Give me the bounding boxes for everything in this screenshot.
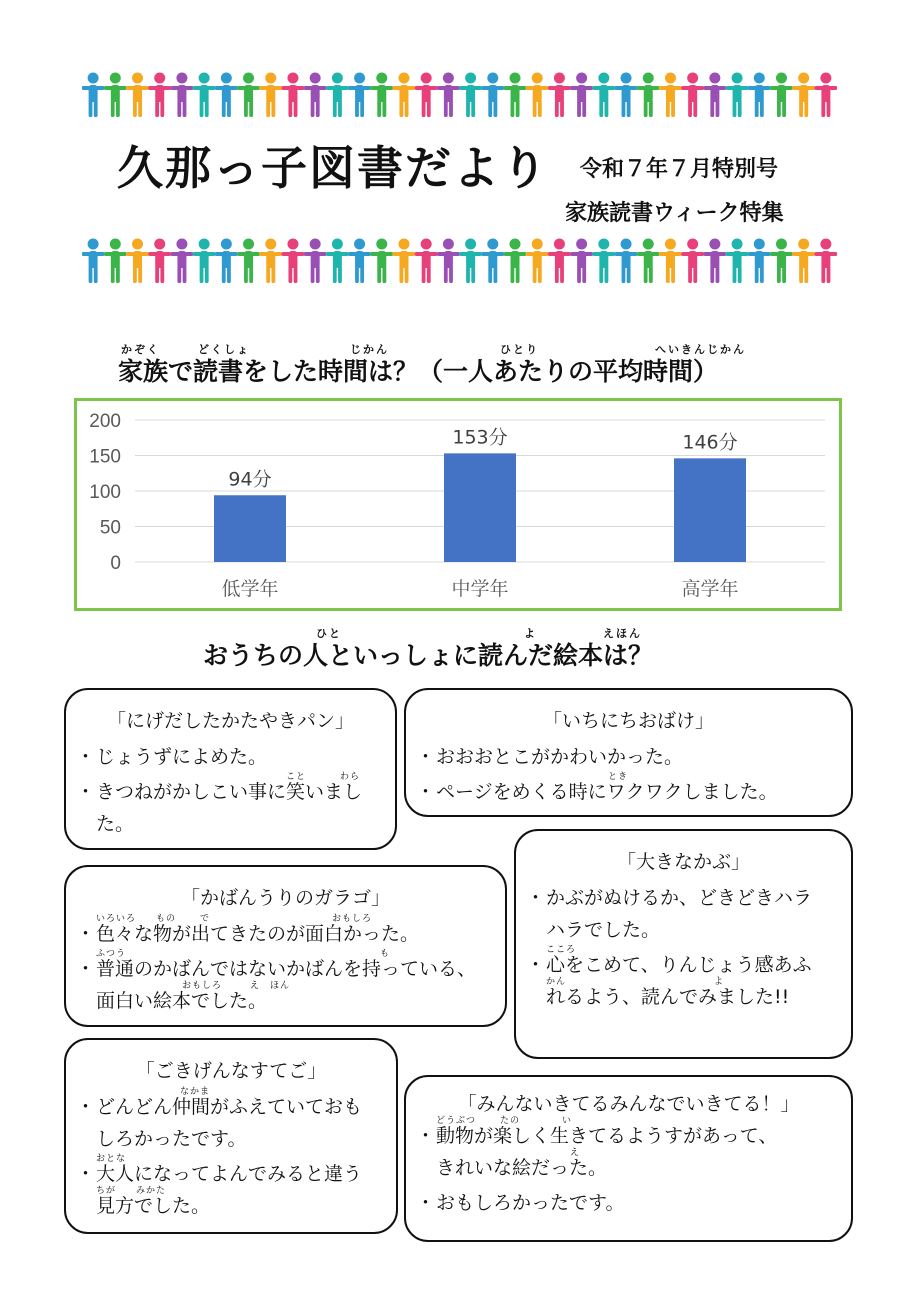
person-figure [104, 239, 127, 284]
comment-list [66, 1087, 396, 1222]
ruby-kazoku: かぞく [121, 343, 160, 356]
data-label: 94分 [228, 468, 272, 491]
person-figure [592, 73, 615, 118]
person-figure [770, 73, 793, 118]
person-figure [681, 239, 704, 284]
person-figure [281, 239, 304, 284]
person-figure [370, 239, 393, 284]
book-title: 「いちにちおばけ」 [542, 710, 714, 732]
person-figure [259, 73, 282, 118]
y-tick-label: 200 [89, 411, 121, 432]
y-tick-label: 150 [89, 446, 121, 468]
bar [214, 495, 286, 562]
person-figure [503, 239, 526, 284]
newsletter-title: 久那っ子図書だより [117, 141, 549, 195]
person-figure [326, 239, 349, 284]
person-figure [148, 73, 171, 118]
person-figure [614, 239, 637, 284]
person-figure [481, 239, 504, 284]
person-figure [637, 239, 660, 284]
person-figure [415, 73, 438, 118]
comment-list [406, 741, 851, 808]
person-figure [392, 239, 415, 284]
x-tick-label: 高学年 [681, 578, 739, 600]
person-figure [681, 73, 704, 118]
person-figure [770, 239, 793, 284]
data-label: 146分 [682, 431, 738, 454]
person-figure [792, 239, 815, 284]
book-title: 「にげだしたかたやきパン」 [106, 710, 354, 732]
chart-canvas [77, 401, 839, 608]
comment-item: ・ かぶがぬけるか、どきどきハラハラでした。 [546, 882, 829, 946]
comment-list [66, 741, 395, 840]
comment-item: ・ 心をこめて、りんじょう感あふれるよう、読んでみました!! こころ かん よ [546, 949, 829, 1013]
people-border-top [82, 72, 837, 118]
person-figure [193, 73, 216, 118]
comment-item: ・ 普通のかばんではないかばんを持っている、面白い絵本でした。 ふつう も おもしろ え ほん [96, 953, 485, 1017]
person-figure [104, 73, 127, 118]
book-title: 「大きなかぶ」 [616, 851, 750, 873]
person-figure [659, 73, 682, 118]
y-tick-label: 0 [110, 553, 121, 574]
data-label: 153分 [452, 426, 508, 449]
person-figure [437, 239, 460, 284]
comment-list [406, 1116, 851, 1219]
comment-item: ・ 動物が楽しく生きてるようすがあって、きれいな絵だった。 どうぶつ たの い え [436, 1120, 791, 1184]
person-figure [215, 239, 238, 284]
books-heading: おうちの人といっしょに読んだ絵本は？ [203, 641, 654, 670]
comment-item: ・ 大人になってよんでみると違う見方でした。 おとな ちが みかた [96, 1158, 362, 1222]
bar [444, 453, 516, 562]
ruby-hitori: ひとり [500, 343, 539, 356]
person-figure [326, 73, 349, 118]
ruby-ehon: えほん [603, 627, 642, 640]
person-figure [725, 239, 748, 284]
person-figure [148, 239, 171, 284]
person-figure [659, 239, 682, 284]
feature-label: 家族読書ウィーク特集 [565, 201, 784, 226]
person-figure [370, 73, 393, 118]
x-tick-label: 低学年 [221, 578, 279, 600]
ruby-jikan: じかん [350, 343, 389, 356]
ruby-hito: ひと [316, 627, 342, 640]
person-figure [437, 73, 460, 118]
person-figure [348, 73, 371, 118]
person-figure [304, 73, 327, 118]
book-card-kabanuri-no-garago [64, 865, 507, 1027]
person-figure [126, 239, 149, 284]
comment-item: ・ 色々な物が出てきたのが面白かった。 いろいろ もの で おもしろ [96, 918, 485, 950]
person-figure [548, 73, 571, 118]
book-card-nigedashita [64, 688, 397, 850]
person-figure [348, 239, 371, 284]
person-figure [415, 239, 438, 284]
person-figure [193, 239, 216, 284]
reading-time-chart [74, 398, 842, 611]
person-figure [82, 239, 105, 284]
person-figure [259, 239, 282, 284]
person-figure [281, 73, 304, 118]
person-figure [703, 73, 726, 118]
person-figure [237, 73, 260, 118]
book-card-ichinichi-obake [404, 688, 853, 817]
comment-item: ・ じょうずによめた。 [96, 741, 385, 773]
person-figure [459, 73, 482, 118]
person-figure [592, 239, 615, 284]
comment-item: ・ ページをめくる時にワクワクしました。 とき [436, 776, 841, 808]
comment-item: ・ おもしろかったです。 [436, 1187, 791, 1219]
ruby-heikinjikan: へいきんじかん [655, 343, 746, 356]
x-tick-label: 中学年 [451, 578, 509, 600]
comment-list [516, 882, 851, 1013]
person-figure [481, 73, 504, 118]
person-figure [215, 73, 238, 118]
book-card-minna-ikiteru [404, 1075, 853, 1242]
person-figure [548, 239, 571, 284]
person-figure [170, 73, 193, 118]
book-card-ookina-kabu [514, 829, 853, 1059]
comment-item: ・ きつねがかしこい事に笑いました。 こと わら [96, 776, 385, 840]
person-figure [703, 239, 726, 284]
person-figure [814, 239, 837, 284]
person-figure [126, 73, 149, 118]
ruby-yo: よ [524, 627, 537, 640]
person-figure [503, 73, 526, 118]
person-figure [570, 73, 593, 118]
book-card-gokigen-na-sutego [64, 1038, 398, 1234]
person-figure [725, 73, 748, 118]
comment-item: ・ どんどん仲間がふえていておもしろかったです。 なかま [96, 1091, 362, 1155]
person-figure [459, 239, 482, 284]
person-figure [82, 73, 105, 118]
person-figure [526, 73, 549, 118]
person-figure [392, 73, 415, 118]
y-tick-label: 100 [89, 482, 121, 503]
book-title: 「みんないきてるみんなでいきてる！」 [457, 1093, 800, 1115]
person-figure [814, 73, 837, 118]
person-figure [304, 239, 327, 284]
person-figure [748, 73, 771, 118]
person-figure [237, 239, 260, 284]
chart-heading: 家族で読書をした時間は？（一人あたりの平均時間） [118, 357, 719, 386]
people-border-bottom [82, 238, 837, 284]
book-title: 「ごきげんなすてご」 [135, 1060, 327, 1082]
bar [674, 458, 746, 562]
person-figure [526, 239, 549, 284]
person-figure [637, 73, 660, 118]
ruby-dokusho: どくしょ [198, 343, 250, 356]
comment-list [66, 914, 505, 1017]
person-figure [570, 239, 593, 284]
book-title: 「かばんうりのガラゴ」 [180, 887, 390, 909]
person-figure [748, 239, 771, 284]
issue-label: 令和７年７月特別号 [580, 157, 779, 182]
person-figure [170, 239, 193, 284]
person-figure [792, 73, 815, 118]
person-figure [614, 73, 637, 118]
comment-item: ・ おおおとこがかわいかった。 [436, 741, 841, 773]
y-tick-label: 50 [99, 517, 121, 539]
